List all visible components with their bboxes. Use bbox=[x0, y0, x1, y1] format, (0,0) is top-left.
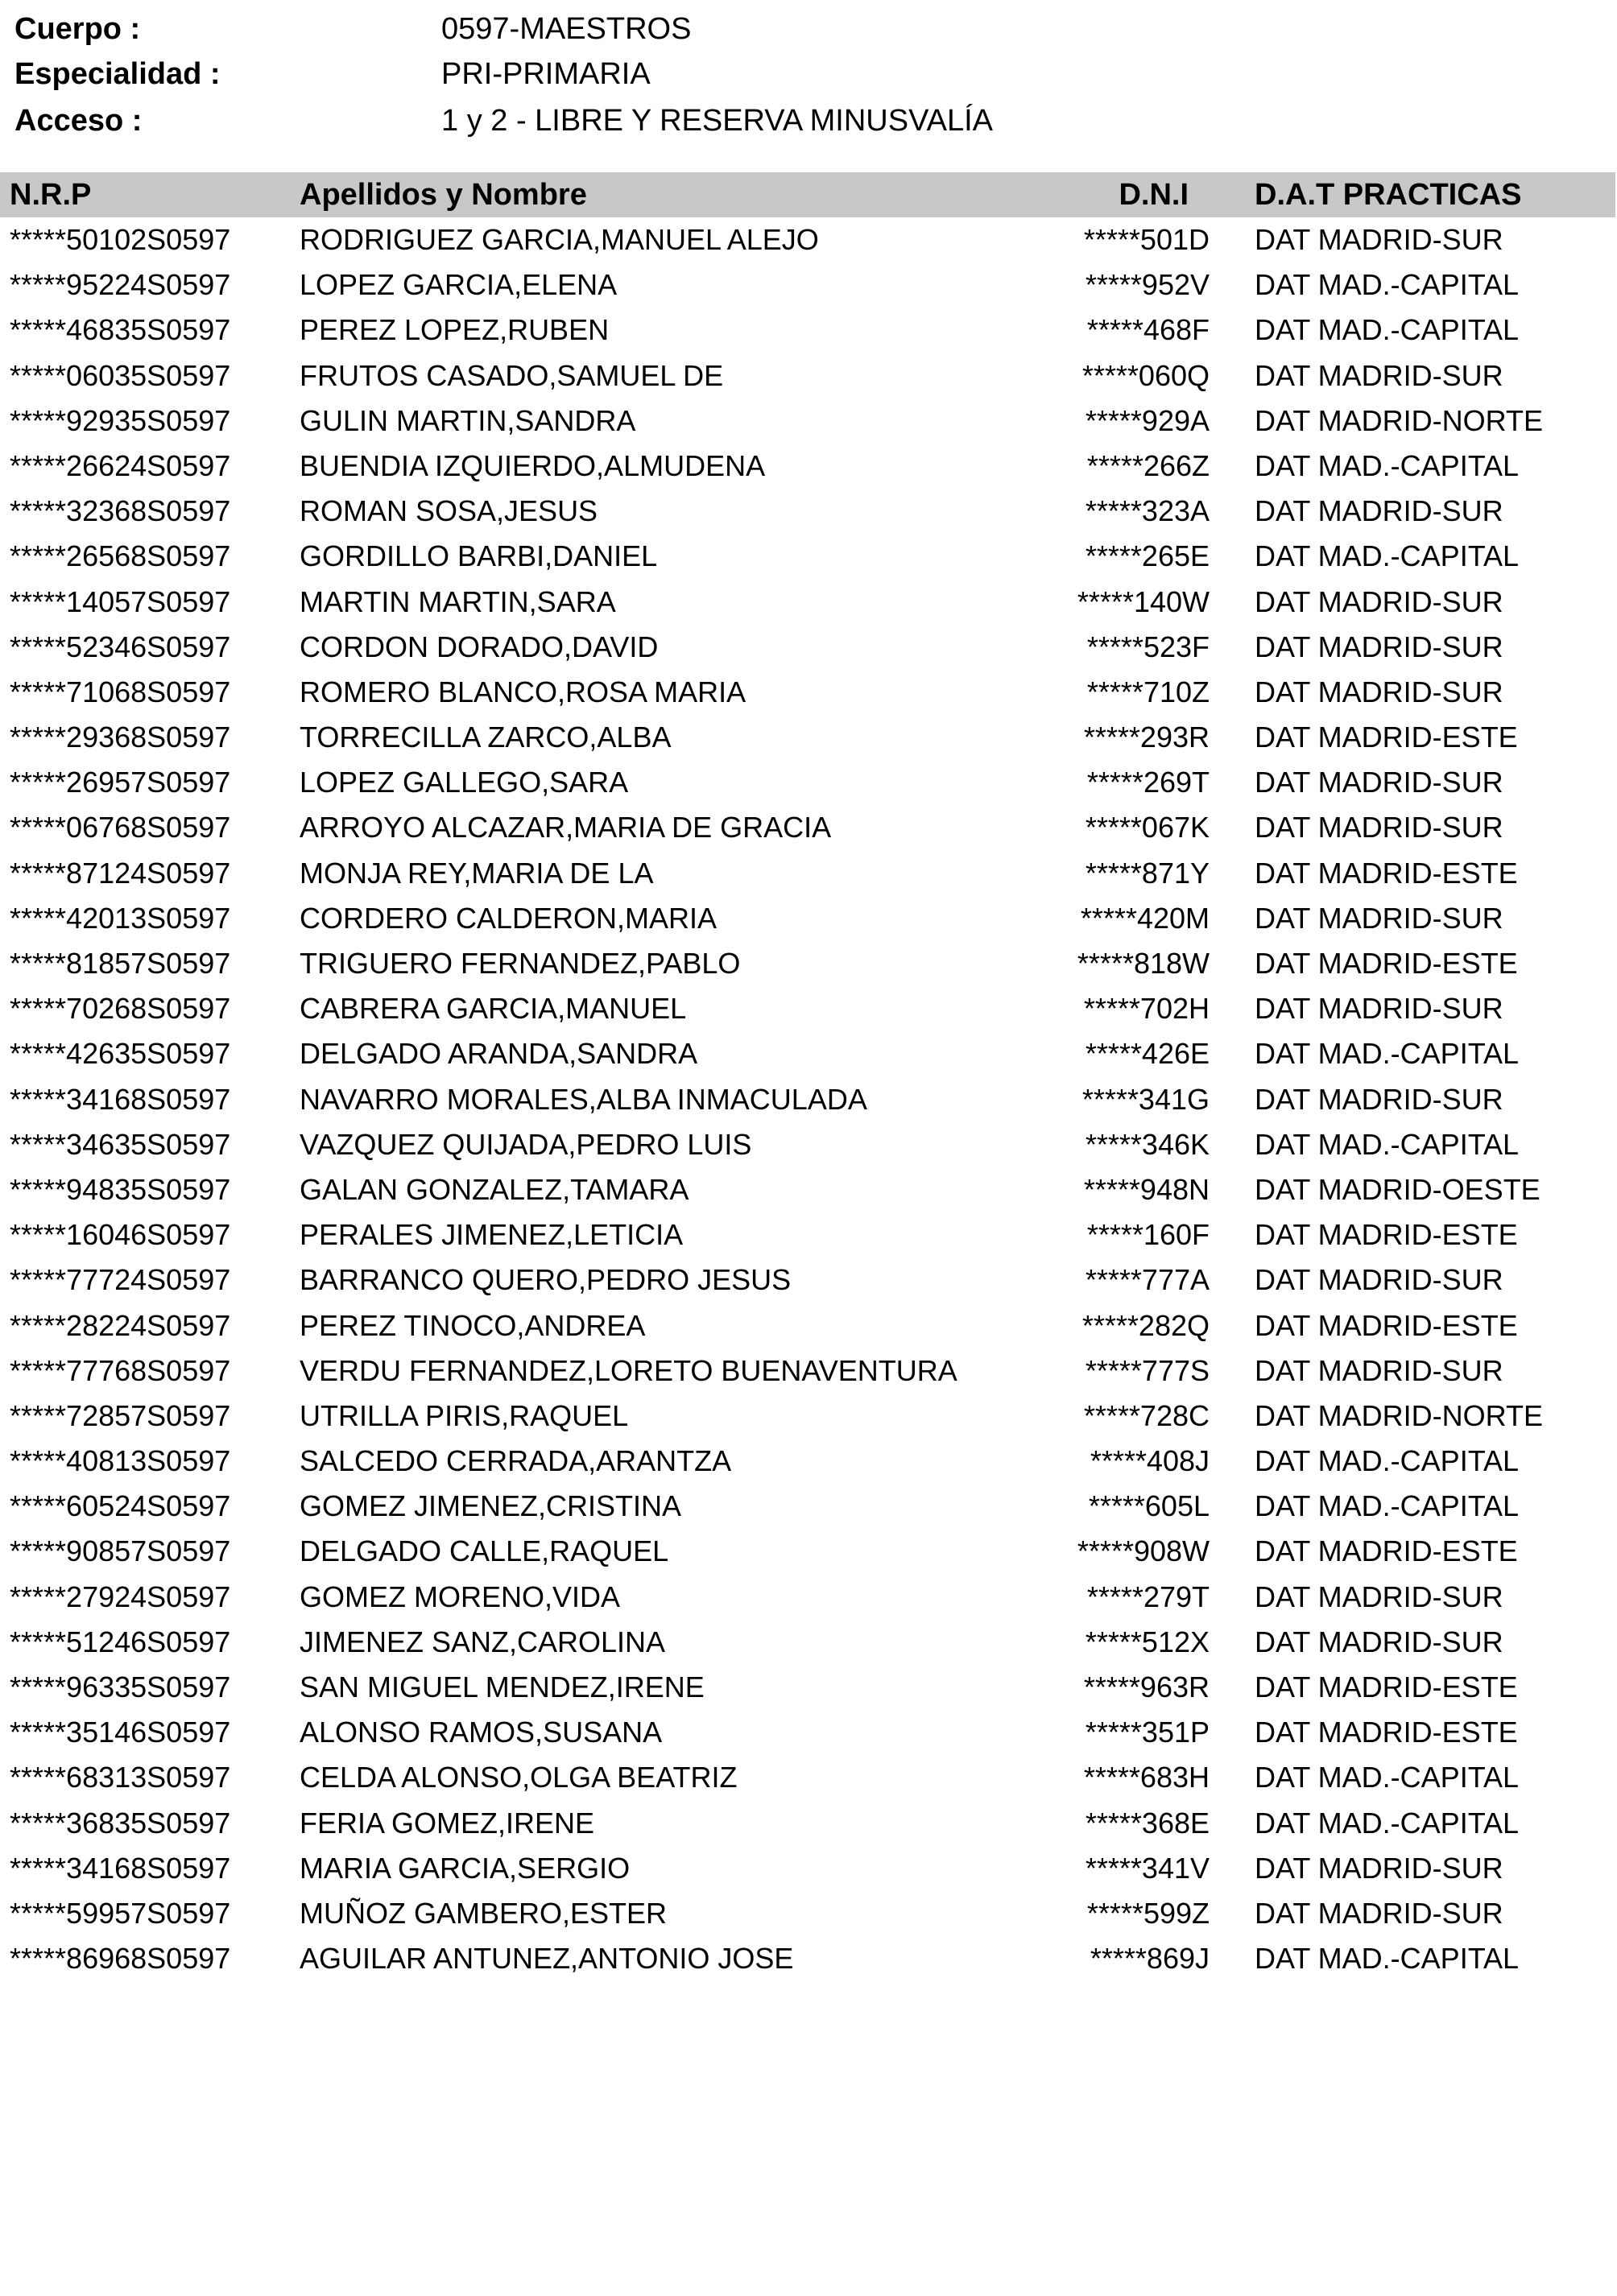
table-row bbox=[0, 534, 1617, 579]
cell-nrp: *****60524S0597 bbox=[10, 1489, 231, 1523]
cell-nrp: *****46835S0597 bbox=[10, 313, 231, 347]
table-row bbox=[0, 1529, 1617, 1574]
cell-name: BUENDIA IZQUIERDO,ALMUDENA bbox=[300, 448, 766, 482]
cell-dat: DAT MADRID-SUR bbox=[1255, 992, 1503, 1026]
table-header bbox=[0, 172, 1615, 217]
cell-nrp: *****34635S0597 bbox=[10, 1127, 231, 1161]
cell-dat: DAT MADRID-SUR bbox=[1255, 1263, 1503, 1297]
cell-nrp: *****94835S0597 bbox=[10, 1172, 231, 1206]
cell-name: ROMAN SOSA,JESUS bbox=[300, 494, 598, 528]
cell-dni: *****323A bbox=[1085, 494, 1210, 528]
cell-dat: DAT MAD.-CAPITAL bbox=[1255, 1037, 1520, 1071]
cell-name: MARIA GARCIA,SERGIO bbox=[300, 1851, 631, 1885]
cell-dni: *****929A bbox=[1085, 403, 1210, 437]
cell-dni: *****818W bbox=[1077, 947, 1210, 980]
cell-nrp: *****16046S0597 bbox=[10, 1218, 231, 1252]
cell-dat: DAT MADRID-ESTE bbox=[1255, 947, 1518, 980]
cell-dni: *****060Q bbox=[1081, 358, 1210, 392]
cell-dni: *****067K bbox=[1085, 811, 1210, 844]
cell-name: LOPEZ GARCIA,ELENA bbox=[300, 268, 618, 302]
table-row bbox=[0, 1936, 1617, 1981]
cell-nrp: *****42635S0597 bbox=[10, 1037, 231, 1071]
cell-dni: *****728C bbox=[1083, 1398, 1210, 1432]
table-row bbox=[0, 1303, 1617, 1348]
cell-nrp: *****26957S0597 bbox=[10, 766, 231, 799]
cell-dni: *****293R bbox=[1083, 721, 1210, 754]
cell-name: TRIGUERO FERNANDEZ,PABLO bbox=[300, 947, 741, 980]
cell-dat: DAT MADRID-SUR bbox=[1255, 1851, 1503, 1885]
cell-dni: *****426E bbox=[1085, 1037, 1210, 1071]
cell-dni: *****265E bbox=[1085, 539, 1210, 573]
cell-dat: DAT MAD.-CAPITAL bbox=[1255, 448, 1520, 482]
cell-name: MARTIN MARTIN,SARA bbox=[300, 584, 616, 618]
cell-name: PEREZ LOPEZ,RUBEN bbox=[300, 313, 610, 347]
cell-dni: *****963R bbox=[1083, 1670, 1210, 1703]
cell-dni: *****599Z bbox=[1086, 1896, 1210, 1930]
cell-dni: *****512X bbox=[1085, 1625, 1210, 1658]
table-row bbox=[0, 1031, 1617, 1076]
cell-dni: *****952V bbox=[1085, 268, 1210, 302]
cell-name: DELGADO ARANDA,SANDRA bbox=[300, 1037, 698, 1071]
cell-dat: DAT MAD.-CAPITAL bbox=[1255, 1127, 1520, 1161]
cell-dni: *****869J bbox=[1090, 1942, 1210, 1976]
table-row bbox=[0, 1755, 1617, 1800]
cell-dat: DAT MAD.-CAPITAL bbox=[1255, 1489, 1520, 1523]
cell-dni: *****468F bbox=[1086, 313, 1210, 347]
cell-name: CORDON DORADO,DAVID bbox=[300, 630, 659, 663]
cell-dni: *****871Y bbox=[1085, 856, 1210, 890]
cell-dat: DAT MADRID-ESTE bbox=[1255, 1308, 1518, 1342]
cell-dni: *****341G bbox=[1081, 1082, 1210, 1116]
cell-nrp: *****42013S0597 bbox=[10, 901, 231, 935]
cell-name: LOPEZ GALLEGO,SARA bbox=[300, 766, 629, 799]
cell-nrp: *****96335S0597 bbox=[10, 1670, 231, 1703]
cell-name: CELDA ALONSO,OLGA BEATRIZ bbox=[300, 1761, 738, 1794]
cell-name: VAZQUEZ QUIJADA,PEDRO LUIS bbox=[300, 1127, 752, 1161]
cell-dat: DAT MADRID-ESTE bbox=[1255, 1716, 1518, 1749]
cell-dni: *****408J bbox=[1090, 1444, 1210, 1478]
table-row bbox=[0, 580, 1617, 625]
cell-dat: DAT MADRID-SUR bbox=[1255, 223, 1503, 256]
cell-dni: *****523F bbox=[1086, 630, 1210, 663]
table-row bbox=[0, 1665, 1617, 1710]
cell-nrp: *****14057S0597 bbox=[10, 584, 231, 618]
table-row bbox=[0, 1801, 1617, 1846]
table-row bbox=[0, 625, 1617, 670]
cell-nrp: *****71068S0597 bbox=[10, 675, 231, 708]
cuerpo-label: Cuerpo : bbox=[14, 12, 141, 46]
cell-dat: DAT MADRID-SUR bbox=[1255, 584, 1503, 618]
cell-name: DELGADO CALLE,RAQUEL bbox=[300, 1534, 669, 1568]
cell-dni: *****368E bbox=[1085, 1806, 1210, 1840]
table-row bbox=[0, 851, 1617, 896]
cell-name: VERDU FERNANDEZ,LORETO BUENAVENTURA bbox=[300, 1353, 957, 1387]
cell-nrp: *****36835S0597 bbox=[10, 1806, 231, 1840]
cell-name: GORDILLO BARBI,DANIEL bbox=[300, 539, 658, 573]
cell-name: PERALES JIMENEZ,LETICIA bbox=[300, 1218, 684, 1252]
cell-dat: DAT MADRID-SUR bbox=[1255, 494, 1503, 528]
column-header-nrp: N.R.P bbox=[10, 178, 92, 212]
cell-nrp: *****40813S0597 bbox=[10, 1444, 231, 1478]
cell-name: CORDERO CALDERON,MARIA bbox=[300, 901, 718, 935]
cell-name: FRUTOS CASADO,SAMUEL DE bbox=[300, 358, 724, 392]
cell-nrp: *****50102S0597 bbox=[10, 223, 231, 256]
cell-name: GOMEZ JIMENEZ,CRISTINA bbox=[300, 1489, 682, 1523]
table-row bbox=[0, 805, 1617, 850]
table-row bbox=[0, 308, 1617, 353]
cell-dat: DAT MADRID-SUR bbox=[1255, 1896, 1503, 1930]
table-row bbox=[0, 1484, 1617, 1529]
table-row bbox=[0, 1891, 1617, 1936]
cell-name: MONJA REY,MARIA DE LA bbox=[300, 856, 654, 890]
cell-name: NAVARRO MORALES,ALBA INMACULADA bbox=[300, 1082, 867, 1116]
cell-dat: DAT MADRID-NORTE bbox=[1255, 403, 1544, 437]
cell-name: PEREZ TINOCO,ANDREA bbox=[300, 1308, 646, 1342]
cell-name: SALCEDO CERRADA,ARANTZA bbox=[300, 1444, 732, 1478]
cell-nrp: *****72857S0597 bbox=[10, 1398, 231, 1432]
cell-dat: DAT MADRID-SUR bbox=[1255, 1353, 1503, 1387]
table-row bbox=[0, 1846, 1617, 1891]
cell-name: JIMENEZ SANZ,CAROLINA bbox=[300, 1625, 666, 1658]
assignments-table bbox=[0, 172, 1617, 1981]
cell-dat: DAT MAD.-CAPITAL bbox=[1255, 1444, 1520, 1478]
table-row bbox=[0, 715, 1617, 760]
table-row bbox=[0, 1122, 1617, 1167]
cell-dat: DAT MADRID-SUR bbox=[1255, 358, 1503, 392]
table-row bbox=[0, 1710, 1617, 1755]
cell-name: SAN MIGUEL MENDEZ,IRENE bbox=[300, 1670, 705, 1703]
cell-dat: DAT MADRID-SUR bbox=[1255, 766, 1503, 799]
cell-nrp: *****28224S0597 bbox=[10, 1308, 231, 1342]
cell-dni: *****605L bbox=[1088, 1489, 1210, 1523]
cell-nrp: *****27924S0597 bbox=[10, 1580, 231, 1613]
acceso-value: 1 y 2 - LIBRE Y RESERVA MINUSVALÍA bbox=[441, 104, 993, 138]
cell-dat: DAT MADRID-SUR bbox=[1255, 1625, 1503, 1658]
cell-name: ARROYO ALCAZAR,MARIA DE GRACIA bbox=[300, 811, 832, 844]
cell-dni: *****269T bbox=[1086, 766, 1210, 799]
cell-dni: *****908W bbox=[1077, 1534, 1210, 1568]
cell-name: TORRECILLA ZARCO,ALBA bbox=[300, 721, 672, 754]
cell-dni: *****282Q bbox=[1081, 1308, 1210, 1342]
cell-dni: *****948N bbox=[1083, 1172, 1210, 1206]
table-row bbox=[0, 1620, 1617, 1665]
cell-dni: *****501D bbox=[1083, 223, 1210, 256]
table-row bbox=[0, 1394, 1617, 1439]
cell-dat: DAT MADRID-ESTE bbox=[1255, 856, 1518, 890]
table-row bbox=[0, 941, 1617, 986]
cell-dat: DAT MADRID-SUR bbox=[1255, 811, 1503, 844]
cell-name: AGUILAR ANTUNEZ,ANTONIO JOSE bbox=[300, 1942, 794, 1976]
table-row bbox=[0, 489, 1617, 534]
cell-dat: DAT MADRID-SUR bbox=[1255, 630, 1503, 663]
cell-dni: *****702H bbox=[1083, 992, 1210, 1026]
cell-nrp: *****52346S0597 bbox=[10, 630, 231, 663]
cell-nrp: *****70268S0597 bbox=[10, 992, 231, 1026]
cuerpo-value: 0597-MAESTROS bbox=[441, 12, 692, 46]
cell-dat: DAT MADRID-ESTE bbox=[1255, 721, 1518, 754]
table-row bbox=[0, 398, 1617, 444]
cell-dni: *****420M bbox=[1080, 901, 1210, 935]
table-row bbox=[0, 1077, 1617, 1122]
cell-nrp: *****77724S0597 bbox=[10, 1263, 231, 1297]
cell-dni: *****341V bbox=[1085, 1851, 1210, 1885]
cell-nrp: *****06768S0597 bbox=[10, 811, 231, 844]
cell-dat: DAT MADRID-SUR bbox=[1255, 1082, 1503, 1116]
cell-dni: *****140W bbox=[1077, 584, 1210, 618]
table-row bbox=[0, 1257, 1617, 1303]
column-header-dat: D.A.T PRACTICAS bbox=[1255, 178, 1522, 212]
cell-dni: *****777S bbox=[1085, 1353, 1210, 1387]
cell-dni: *****279T bbox=[1086, 1580, 1210, 1613]
cell-dat: DAT MADRID-ESTE bbox=[1255, 1218, 1518, 1252]
table-row bbox=[0, 986, 1617, 1031]
cell-dni: *****710Z bbox=[1086, 675, 1210, 708]
cell-name: FERIA GOMEZ,IRENE bbox=[300, 1806, 595, 1840]
cell-nrp: *****06035S0597 bbox=[10, 358, 231, 392]
cell-dat: DAT MADRID-ESTE bbox=[1255, 1670, 1518, 1703]
cell-name: CABRERA GARCIA,MANUEL bbox=[300, 992, 687, 1026]
cell-dni: *****351P bbox=[1085, 1716, 1210, 1749]
cell-name: GULIN MARTIN,SANDRA bbox=[300, 403, 636, 437]
cell-name: MUÑOZ GAMBERO,ESTER bbox=[300, 1896, 668, 1930]
table-row bbox=[0, 1575, 1617, 1620]
cell-dat: DAT MADRID-OESTE bbox=[1255, 1172, 1540, 1206]
column-header-name: Apellidos y Nombre bbox=[300, 178, 587, 212]
cell-dni: *****346K bbox=[1085, 1127, 1210, 1161]
column-header-dni: D.N.I bbox=[1119, 178, 1189, 212]
cell-nrp: *****32368S0597 bbox=[10, 494, 231, 528]
table-row bbox=[0, 670, 1617, 715]
cell-dat: DAT MADRID-SUR bbox=[1255, 901, 1503, 935]
cell-name: BARRANCO QUERO,PEDRO JESUS bbox=[300, 1263, 792, 1297]
cell-dat: DAT MADRID-ESTE bbox=[1255, 1534, 1518, 1568]
table-row bbox=[0, 353, 1617, 398]
especialidad-label: Especialidad : bbox=[14, 57, 221, 91]
cell-nrp: *****81857S0597 bbox=[10, 947, 231, 980]
cell-nrp: *****90857S0597 bbox=[10, 1534, 231, 1568]
cell-nrp: *****34168S0597 bbox=[10, 1082, 231, 1116]
cell-nrp: *****68313S0597 bbox=[10, 1761, 231, 1794]
cell-dni: *****683H bbox=[1083, 1761, 1210, 1794]
cell-nrp: *****51246S0597 bbox=[10, 1625, 231, 1658]
cell-nrp: *****77768S0597 bbox=[10, 1353, 231, 1387]
cell-dat: DAT MADRID-SUR bbox=[1255, 1580, 1503, 1613]
table-row bbox=[0, 444, 1617, 489]
cell-name: RODRIGUEZ GARCIA,MANUEL ALEJO bbox=[300, 223, 819, 256]
cell-name: ROMERO BLANCO,ROSA MARIA bbox=[300, 675, 746, 708]
table-row bbox=[0, 1348, 1617, 1394]
cell-nrp: *****59957S0597 bbox=[10, 1896, 231, 1930]
acceso-label: Acceso : bbox=[14, 104, 143, 138]
cell-dni: *****777A bbox=[1085, 1263, 1210, 1297]
cell-dat: DAT MAD.-CAPITAL bbox=[1255, 268, 1520, 302]
table-row bbox=[0, 262, 1617, 308]
cell-nrp: *****92935S0597 bbox=[10, 403, 231, 437]
cell-name: GALAN GONZALEZ,TAMARA bbox=[300, 1172, 689, 1206]
cell-dat: DAT MAD.-CAPITAL bbox=[1255, 539, 1520, 573]
cell-dat: DAT MADRID-NORTE bbox=[1255, 1398, 1544, 1432]
cell-nrp: *****26624S0597 bbox=[10, 448, 231, 482]
especialidad-value: PRI-PRIMARIA bbox=[441, 57, 651, 91]
cell-nrp: *****95224S0597 bbox=[10, 268, 231, 302]
table-row bbox=[0, 1212, 1617, 1257]
cell-dat: DAT MADRID-SUR bbox=[1255, 675, 1503, 708]
cell-dat: DAT MAD.-CAPITAL bbox=[1255, 1806, 1520, 1840]
cell-nrp: *****87124S0597 bbox=[10, 856, 231, 890]
table-row bbox=[0, 760, 1617, 805]
cell-dat: DAT MAD.-CAPITAL bbox=[1255, 1761, 1520, 1794]
cell-nrp: *****35146S0597 bbox=[10, 1716, 231, 1749]
cell-nrp: *****29368S0597 bbox=[10, 721, 231, 754]
table-row bbox=[0, 217, 1617, 262]
cell-dat: DAT MAD.-CAPITAL bbox=[1255, 1942, 1520, 1976]
cell-dni: *****266Z bbox=[1086, 448, 1210, 482]
table-body bbox=[0, 217, 1617, 1981]
cell-dni: *****160F bbox=[1086, 1218, 1210, 1252]
cell-name: GOMEZ MORENO,VIDA bbox=[300, 1580, 621, 1613]
cell-name: UTRILLA PIRIS,RAQUEL bbox=[300, 1398, 629, 1432]
cell-nrp: *****26568S0597 bbox=[10, 539, 231, 573]
cell-dat: DAT MAD.-CAPITAL bbox=[1255, 313, 1520, 347]
cell-nrp: *****86968S0597 bbox=[10, 1942, 231, 1976]
table-row bbox=[0, 1167, 1617, 1212]
cell-nrp: *****34168S0597 bbox=[10, 1851, 231, 1885]
table-row bbox=[0, 1439, 1617, 1484]
cell-name: ALONSO RAMOS,SUSANA bbox=[300, 1716, 663, 1749]
table-row bbox=[0, 896, 1617, 941]
